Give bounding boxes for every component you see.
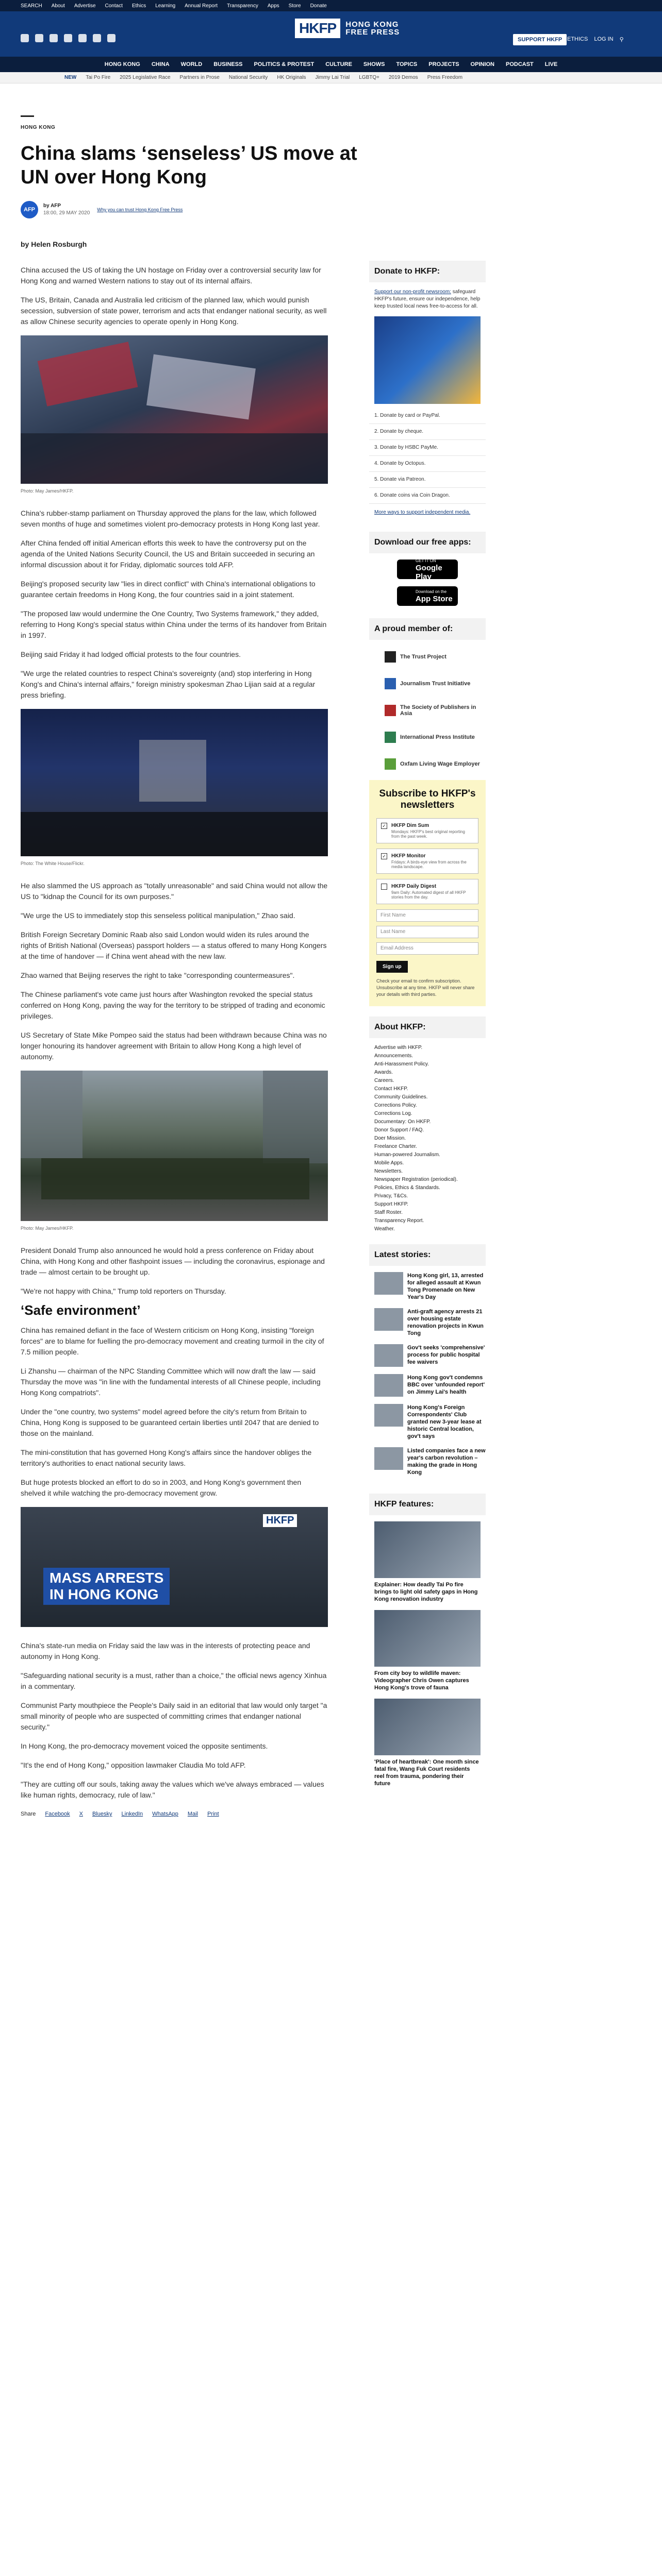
newsletter-option-daily-digest[interactable]: [376, 879, 478, 904]
article-paragraph: The mini-constitution that has governed Hong Kong's affairs since the handover obliges the territory's authorities to enact national security laws.: [21, 1448, 312, 1467]
about-link[interactable]: Announcements.: [374, 1053, 413, 1059]
donate-heading: Donate to HKFP:: [369, 261, 486, 282]
newsletter-name: HKFP Monitor: [391, 853, 426, 859]
article-paragraph: Communist Party mouthpiece the People's Daily said in an editorial that law would only target "a small minority of people who are suspected of committing crimes that endanger national security.": [21, 1701, 327, 1731]
category-rule: [21, 115, 34, 117]
feature-image: [374, 1610, 481, 1667]
member-heading: A proud member of:: [369, 618, 486, 640]
nav-shows[interactable]: SHOWS: [363, 61, 385, 67]
checkbox[interactable]: [381, 884, 387, 890]
site-logo[interactable]: [295, 19, 400, 38]
newsletter-option-monitor[interactable]: [376, 849, 478, 874]
member-jti[interactable]: [369, 673, 486, 694]
logo-wordmark: [345, 21, 400, 36]
article-paragraph: "The proposed law would undermine the One Country, Two Systems framework," they added, referring to Hong Kong's special status within China under the terms of its handover from Britain in 1997.: [21, 609, 327, 639]
member-label: Journalism Trust Initiative: [400, 681, 471, 687]
share-facebook-link[interactable]: Facebook: [45, 1811, 70, 1817]
search-icon[interactable]: ⚲: [619, 37, 624, 43]
about-link[interactable]: Documentary: On HKFP.: [374, 1119, 431, 1125]
about-link[interactable]: Anti-Harassment Policy.: [374, 1061, 429, 1067]
member-label: The Trust Project: [400, 654, 446, 660]
donate-box: [369, 289, 486, 521]
ipi-icon: [385, 732, 396, 743]
article-paragraph: China has remained defiant in the face of Western criticism on Hong Kong, insisting "foreign forces" are to blame for fuelling the pro-democracy movement and creating turmoil in the city of 7.5 million people.: [21, 1326, 324, 1356]
article-paragraph: President Donald Trump also announced he would hold a press conference on Friday about China, with Hong Kong and other flashpoint issues — including the coronavirus, espionage and trade — almost certain to be brought up.: [21, 1246, 325, 1276]
story-thumbnail: [374, 1344, 403, 1367]
article-title: China slams ‘senseless’ US move at UN over Hong Kong: [21, 143, 357, 188]
ticker-item[interactable]: Jimmy Lai Trial: [315, 75, 350, 80]
about-link[interactable]: Donor Support / FAQ.: [374, 1127, 424, 1133]
nav-live[interactable]: LIVE: [544, 61, 558, 67]
article-paragraph: "We urge the related countries to respect China's sovereignty (and) stop interfering in Hong Kong's and China's internal affairs," foreign ministry spokesman Zhao Lijian said at a regular press briefing.: [21, 669, 316, 699]
author-name[interactable]: by AFP: [43, 203, 61, 209]
article-paragraph: Beijing's proposed security law "lies in direct conflict" with China's international obligations to guarantee certain freedoms in Hong Kong, the four countries said in a joint statement.: [21, 580, 316, 599]
google-play-badge[interactable]: [397, 560, 458, 579]
about-link[interactable]: Transparency Report.: [374, 1218, 424, 1224]
latest-heading: Latest stories:: [369, 1244, 486, 1266]
youtube-icon[interactable]: [64, 34, 72, 42]
article-paragraph: The US, Britain, Canada and Australia led criticism of the planned law, which would punish secession, subversion of state power, terrorism and acts that endanger national security, as well as allow Chinese security agencies to operate openly in Hong Kong.: [21, 296, 327, 326]
topbar-annual-report-link[interactable]: Annual Report: [185, 3, 218, 9]
site-header: [0, 11, 662, 57]
protest-photo: [21, 335, 328, 484]
newsletter-title: Subscribe to HKFP's newsletters: [379, 788, 476, 810]
article-paragraph: "They are cutting off our souls, taking away the values which we've always embraced — values like human rights, democracy, rule of law.": [21, 1780, 324, 1799]
latest-story[interactable]: [369, 1447, 486, 1476]
story-thumbnail: [374, 1404, 403, 1427]
share-print-link[interactable]: Print: [207, 1811, 219, 1817]
article-paragraph: China's state-run media on Friday said the law was in the interests of protecting peace and autonomy in Hong Kong.: [21, 1641, 310, 1660]
about-link[interactable]: Policies, Ethics & Standards.: [374, 1185, 440, 1191]
donate-option[interactable]: 3. Donate by HSBC PayMe.: [369, 440, 486, 456]
about-link[interactable]: Freelance Charter.: [374, 1144, 417, 1149]
story-title[interactable]: Listed companies face a new year's carbon revolution – making the grade in Hong Kong: [407, 1448, 486, 1476]
article-paragraph: Under the "one country, two systems" model agreed before the city's return from Britain to China, Hong Kong is supposed to be guaranteed certain liberties until 2047 that are denied to those on the mainland.: [21, 1408, 319, 1437]
article-paragraph: Beijing said Friday it had lodged official protests to the four countries.: [21, 650, 241, 658]
about-list: [369, 1044, 486, 1233]
newsletter-desc: 9am Daily: Automated digest of all HKFP stories from the day.: [391, 890, 466, 900]
ticker-new-label: NEW: [64, 75, 77, 80]
newsletter-note: Check your email to confirm subscription. Unsubscribe at any time. HKFP will never share your details with third parties.: [376, 978, 475, 997]
about-link[interactable]: Mobile Apps.: [374, 1160, 404, 1166]
donate-option[interactable]: 5. Donate via Patreon.: [369, 472, 486, 488]
white-house-photo: [21, 709, 328, 856]
app-store-badge[interactable]: [397, 586, 458, 606]
share-linkedin-link[interactable]: LinkedIn: [121, 1811, 143, 1817]
topbar-apps-link[interactable]: Apps: [267, 3, 279, 9]
threads-icon[interactable]: [93, 34, 101, 42]
topbar-ethics-link[interactable]: Ethics: [131, 3, 146, 9]
ticker-item[interactable]: LGBTQ+: [359, 75, 379, 80]
jti-icon: [385, 678, 396, 689]
signup-button[interactable]: Sign up: [376, 961, 408, 973]
story-title[interactable]: Hong Kong's Foreign Correspondents' Club granted new 3-year lease at historic Central location, gov't says: [407, 1404, 482, 1439]
article-paragraph: "We urge the US to immediately stop this senseless political manipulation," Zhao said.: [21, 911, 295, 920]
main-navigation: [0, 57, 662, 72]
donate-option[interactable]: 2. Donate by cheque.: [369, 424, 486, 440]
topbar-donate-link[interactable]: Donate: [310, 3, 327, 9]
about-link[interactable]: Staff Roster.: [374, 1210, 403, 1215]
about-heading: About HKFP:: [369, 1016, 486, 1038]
about-link[interactable]: Careers.: [374, 1078, 394, 1083]
author-avatar[interactable]: AFP: [21, 201, 38, 218]
ticker-item[interactable]: HK Originals: [277, 75, 306, 80]
story-title[interactable]: Gov't seeks 'comprehensive' process for public hospital fee waivers: [407, 1345, 485, 1365]
donate-option[interactable]: 1. Donate by card or PayPal.: [369, 408, 486, 424]
about-link[interactable]: Corrections Policy.: [374, 1103, 417, 1108]
logo-line-1: HONG KONG: [345, 20, 399, 29]
story-thumbnail: [374, 1272, 403, 1295]
share-mail-link[interactable]: Mail: [187, 1811, 198, 1817]
story-thumbnail: [374, 1447, 403, 1470]
topbar-about-link[interactable]: About: [51, 3, 65, 9]
topbar-contact-link[interactable]: Contact: [105, 3, 123, 9]
facebook-icon[interactable]: [21, 34, 29, 42]
oxfam-icon: [385, 758, 396, 770]
member-label: International Press Institute: [400, 734, 475, 740]
article-paragraph: In Hong Kong, the pro-democracy movement voiced the opposite sentiments.: [21, 1742, 268, 1750]
ticker-item[interactable]: National Security: [228, 75, 268, 80]
login-link[interactable]: LOG IN: [594, 36, 614, 42]
ticker-item[interactable]: Partners in Prose: [179, 75, 220, 80]
section-heading: ‘Safe environment’: [21, 1302, 141, 1318]
donate-option[interactable]: 4. Donate by Octopus.: [369, 456, 486, 472]
feature-title[interactable]: From city boy to wildlife maven: Videographer Chris Owen captures Hong Kong's trove of fauna: [374, 1670, 469, 1691]
support-hkfp-button[interactable]: SUPPORT HKFP: [513, 34, 567, 45]
newsletter-desc: Fridays: A birds-eye view from across the media landscape.: [391, 860, 467, 869]
nav-china[interactable]: CHINA: [151, 61, 170, 67]
x-icon[interactable]: [35, 34, 43, 42]
article-paragraph: US Secretary of State Mike Pompeo said the status had been withdrawn because China was no longer honouring its handover agreement with Britain to allow Hong Kong a high level of autonomy.: [21, 1031, 327, 1061]
feature-story[interactable]: [369, 1521, 486, 1603]
mass-arrests-video-thumbnail[interactable]: [21, 1507, 328, 1627]
last-name-field[interactable]: Last Name: [376, 926, 478, 938]
sidebar: [369, 261, 486, 1794]
article-paragraph: He also slammed the US approach as "totally unreasonable" and said China would not allow the US to "kidnap the Council for its own purposes.": [21, 882, 328, 901]
article-paragraph: "We're not happy with China," Trump told reporters on Thursday.: [21, 1287, 226, 1295]
article-paragraph: British Foreign Secretary Dominic Raab also said London would widen its rules around the rights of British National (Overseas) passport holders — a status offered to many Hong Kongers at the time of handover — if China went ahead with the new law.: [21, 930, 327, 960]
topbar-transparency-link[interactable]: Transparency: [227, 3, 258, 9]
about-link[interactable]: Doer Mission.: [374, 1136, 406, 1141]
about-link[interactable]: Privacy, T&Cs.: [374, 1193, 408, 1199]
email-field[interactable]: Email Address: [376, 942, 478, 955]
share-whatsapp-link[interactable]: WhatsApp: [152, 1811, 178, 1817]
about-link[interactable]: Contact HKFP.: [374, 1086, 408, 1092]
feature-story[interactable]: [369, 1699, 486, 1787]
about-link[interactable]: Newspaper Registration (periodical).: [374, 1177, 458, 1182]
member-ipi[interactable]: [369, 726, 486, 748]
story-title[interactable]: Anti-graft agency arrests 21 over housing estate renovation projects in Kwun Tong: [407, 1309, 484, 1336]
nav-culture[interactable]: CULTURE: [325, 61, 352, 67]
logo-line-2: FREE PRESS: [345, 28, 400, 37]
feature-title[interactable]: Explainer: How deadly Tai Po fire brings to light old safety gaps in Hong Kong renovation industry: [374, 1582, 478, 1602]
feature-story[interactable]: [369, 1610, 486, 1691]
topic-ticker: [0, 72, 662, 83]
article-paragraph: China's rubber-stamp parliament on Thursday approved the plans for the law, which followed seven months of huge and sometimes violent pro-democracy protests in Hong Kong last year.: [21, 509, 320, 528]
member-label: The Society of Publishers in Asia: [400, 704, 476, 717]
about-link[interactable]: Corrections Log.: [374, 1111, 412, 1116]
latest-story[interactable]: [369, 1272, 486, 1301]
trust-project-icon: [385, 651, 396, 663]
article-paragraph: Li Zhanshu — chairman of the NPC Standing Committee which will now draft the law — said Thursday the move was "in line with the fundamental interests of all Chinese people, including Hong Kong compatriots".: [21, 1367, 321, 1397]
instagram-icon[interactable]: [49, 34, 58, 42]
video-title-line-1: MASS ARRESTS: [49, 1570, 164, 1586]
video-title-line-2: IN HONG KONG: [49, 1586, 159, 1602]
member-sopa[interactable]: [369, 700, 486, 721]
ethics-link[interactable]: ETHICS: [567, 36, 588, 42]
trust-link[interactable]: Why you can trust Hong Kong Free Press: [97, 207, 183, 212]
author-meta: [43, 202, 90, 217]
apps-heading: Download our free apps:: [369, 532, 486, 553]
article-paragraph: The Chinese parliament's vote came just hours after Washington revoked the special status conferred on Hong Kong, paving the way for the territory to be stripped of trading and economic privileges.: [21, 990, 325, 1020]
nav-podcast[interactable]: PODCAST: [506, 61, 534, 67]
article-paragraph: After China fended off initial American efforts this week to have the controversy put on the agenda of the United Nations Security Council, the US and Britain succeeded in securing an informal discussion about it for Friday, diplomatic sources told AFP.: [21, 539, 315, 569]
video-logo: HKFP: [263, 1514, 297, 1527]
nav-business[interactable]: BUSINESS: [213, 61, 243, 67]
latest-story[interactable]: [369, 1404, 486, 1440]
about-link[interactable]: Support HKFP.: [374, 1201, 408, 1207]
member-label: Oxfam Living Wage Employer: [400, 761, 480, 767]
topbar-store-link[interactable]: Store: [288, 3, 301, 9]
about-link[interactable]: Community Guidelines.: [374, 1094, 428, 1100]
app-store-small: Download on the: [416, 589, 447, 594]
feature-image: [374, 1521, 481, 1578]
article-paragraph: Zhao warned that Beijing reserves the right to take "corresponding countermeasures".: [21, 971, 295, 979]
social-icons: [21, 34, 122, 42]
article-category[interactable]: HONG KONG: [21, 125, 56, 130]
photo-caption: Photo: May James/HKFP.: [21, 488, 74, 494]
photo-caption: Photo: May James/HKFP.: [21, 1226, 74, 1231]
newsletter-name: HKFP Dim Sum: [391, 823, 429, 828]
author-row: [21, 201, 183, 218]
article-byline: by Helen Rosburgh: [21, 240, 87, 248]
newsletter-desc: Mondays: HKFP's best original reporting from the past week.: [391, 829, 465, 839]
story-title[interactable]: Hong Kong girl, 13, arrested for alleged assault at Kwun Tong Promenade on New Year's Day: [407, 1273, 484, 1300]
nav-hong-kong[interactable]: HONG KONG: [104, 61, 140, 67]
newsletter-box: [369, 780, 486, 1006]
about-link[interactable]: Newsletters.: [374, 1168, 403, 1174]
story-title[interactable]: Hong Kong gov't condemns BBC over 'unfounded report' on Jimmy Lai's health: [407, 1375, 485, 1395]
ticker-item[interactable]: 2019 Demos: [388, 75, 418, 80]
article-paragraph: But huge protests blocked an effort to do so in 2003, and Hong Kong's government then shelved it while watching the pro-democracy movement grow.: [21, 1478, 302, 1497]
more-ways-link[interactable]: More ways to support independent media.: [374, 510, 471, 515]
bluesky-icon[interactable]: [78, 34, 87, 42]
about-link[interactable]: Weather.: [374, 1226, 395, 1232]
topbar-advertise-link[interactable]: Advertise: [74, 3, 96, 9]
rss-icon[interactable]: [107, 34, 115, 42]
about-link[interactable]: Advertise with HKFP.: [374, 1045, 423, 1050]
first-name-field[interactable]: First Name: [376, 909, 478, 922]
about-link[interactable]: Human-powered Journalism.: [374, 1152, 440, 1158]
feature-image: [374, 1699, 481, 1755]
app-store-big: App Store: [416, 595, 453, 603]
topbar-search-link[interactable]: SEARCH: [21, 3, 42, 9]
google-play-big: Google Play: [416, 563, 442, 581]
nav-politics[interactable]: POLITICS & PROTEST: [254, 61, 315, 67]
share-label: Share: [21, 1811, 36, 1817]
header-right-links: [567, 36, 630, 43]
police-street-photo: [21, 1071, 328, 1221]
donate-intro-link[interactable]: Support our non-profit newsroom:: [374, 289, 451, 295]
sopa-icon: [385, 705, 396, 716]
logo-mark: HKFP: [295, 19, 340, 38]
nav-world[interactable]: WORLD: [180, 61, 203, 67]
share-bluesky-link[interactable]: Bluesky: [92, 1811, 112, 1817]
topbar-learning-link[interactable]: Learning: [155, 3, 176, 9]
member-trust-project[interactable]: [369, 646, 486, 668]
ticker-item[interactable]: 2025 Legislative Race: [120, 75, 171, 80]
top-utility-bar: [0, 0, 662, 11]
checkbox[interactable]: ✓: [381, 823, 387, 829]
nav-projects[interactable]: PROJECTS: [428, 61, 459, 67]
share-row: [21, 1809, 328, 1820]
newsletter-name: HKFP Daily Digest: [391, 884, 437, 889]
donate-intro-text: safeguard HKFP's future, ensure our independence, help keep trusted local news free-to-access for all.: [374, 289, 481, 309]
latest-story[interactable]: [369, 1374, 486, 1397]
article-paragraph: "Safeguarding national security is a must, rather than a choice," the official news agency Xinhua in a commentary.: [21, 1671, 327, 1690]
article-body: [21, 265, 328, 1820]
ticker-item[interactable]: Tai Po Fire: [86, 75, 111, 80]
newsletter-option-dim-sum[interactable]: [376, 818, 478, 843]
photo-caption: Photo: The White House/Flickr.: [21, 861, 85, 866]
nav-topics[interactable]: TOPICS: [396, 61, 418, 67]
share-x-link[interactable]: X: [79, 1811, 84, 1817]
donate-image: [374, 316, 481, 404]
story-thumbnail: [374, 1374, 403, 1397]
story-thumbnail: [374, 1308, 403, 1331]
latest-story[interactable]: [369, 1308, 486, 1337]
article-paragraph: China accused the US of taking the UN hostage on Friday over a controversial security law for Hong Kong and warned Western nations to stay out of its internal affairs.: [21, 266, 321, 285]
feature-title[interactable]: 'Place of heartbreak': One month since fatal fire, Wang Fuk Court residents reel from trauma, pondering their future: [374, 1759, 479, 1787]
ticker-item[interactable]: Press Freedom: [427, 75, 463, 80]
video-title-overlay: [43, 1568, 170, 1605]
publish-date: 18:00, 29 MAY 2020: [43, 210, 90, 216]
member-oxfam[interactable]: [369, 753, 486, 775]
features-heading: HKFP features:: [369, 1494, 486, 1515]
donate-option[interactable]: 6. Donate coins via Coin Dragon.: [369, 488, 486, 504]
latest-story[interactable]: [369, 1344, 486, 1367]
nav-opinion[interactable]: OPINION: [470, 61, 494, 67]
donate-intro: [369, 289, 486, 316]
checkbox[interactable]: ✓: [381, 853, 387, 859]
google-play-small: GET IT ON: [416, 558, 436, 563]
article-paragraph: "It's the end of Hong Kong," opposition lawmaker Claudia Mo told AFP.: [21, 1761, 246, 1769]
about-link[interactable]: Awards.: [374, 1070, 393, 1075]
